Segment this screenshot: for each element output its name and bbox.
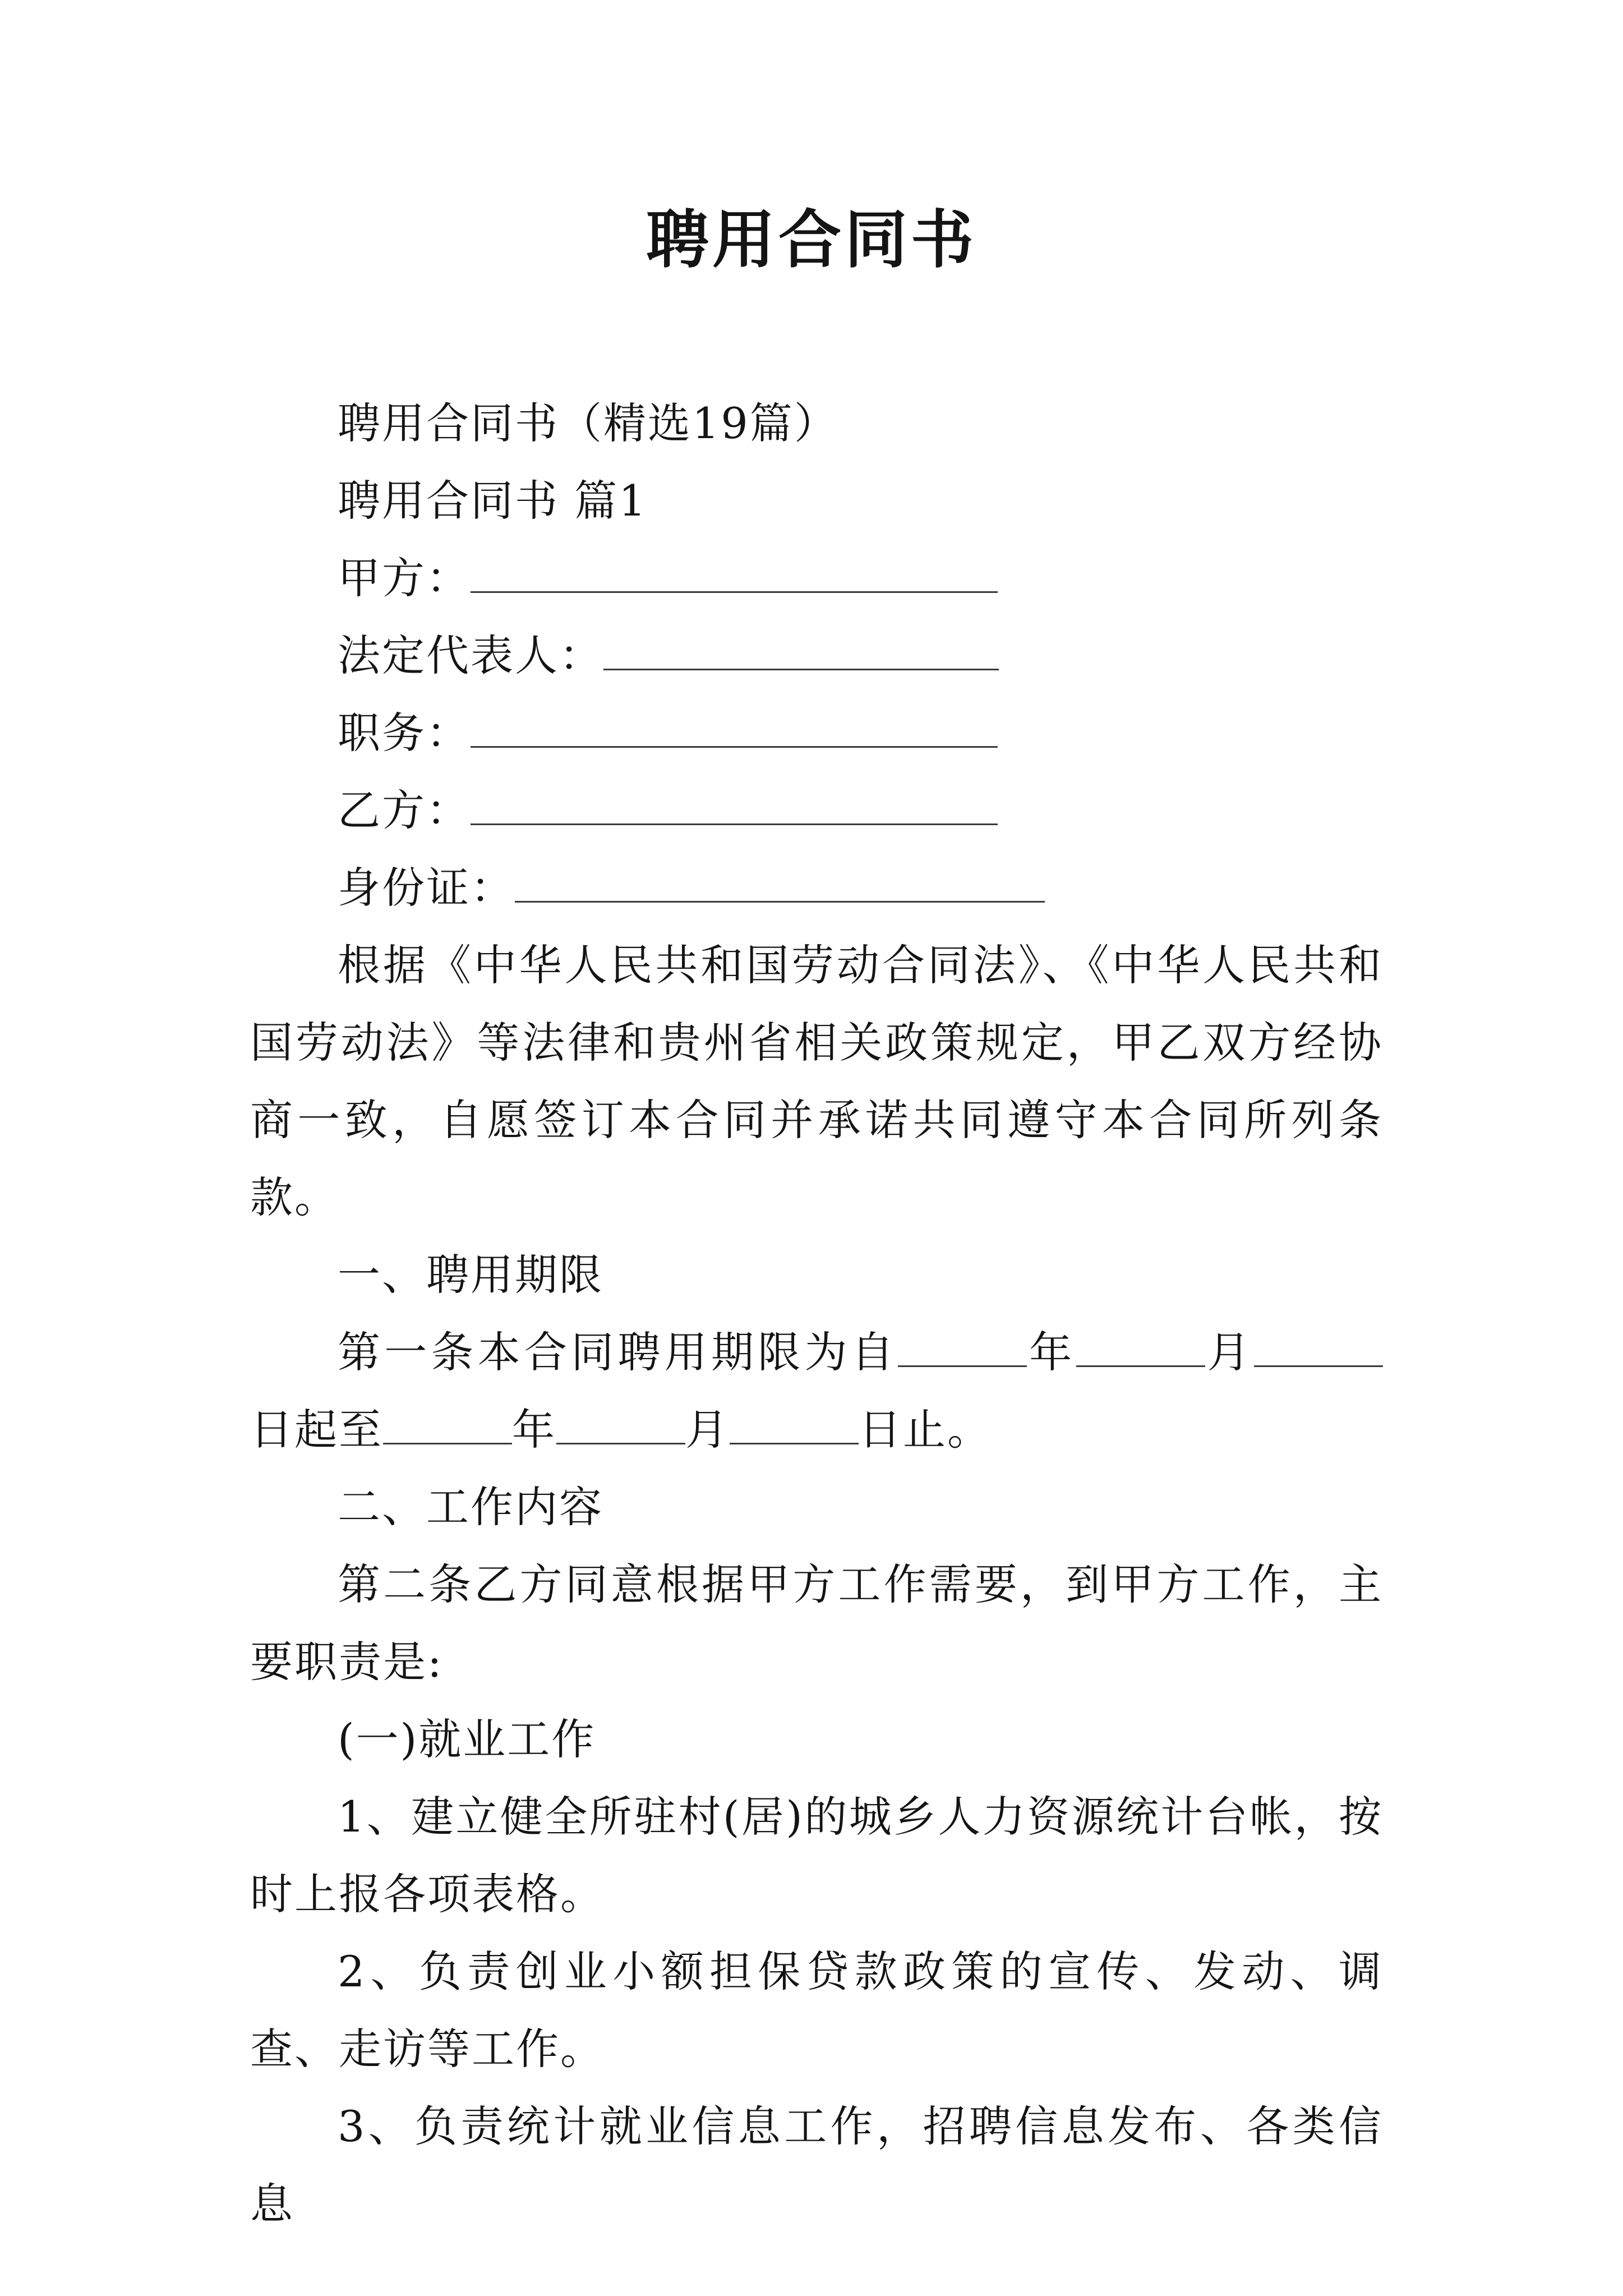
article-1-prefix: 第一条本合同聘用期限为自 [338,1327,898,1377]
party-b-field [250,772,1383,849]
intro-paragraph: 根据《中华人民共和国劳动合同法》、《中华人民共和国劳动法》等法律和贵州省相关政策规定，甲乙双方经协商一致，自愿签订本合同并承诺共同遵守本合同所列条款。 [250,940,1383,1222]
end-month-blank [556,1404,685,1444]
item-1-paragraph: 1、建立健全所驻村(居)的城乡人力资源统计台帐，按时上报各项表格。 [250,1792,1383,1919]
legal-rep-blank [603,629,999,670]
article-2-paragraph: 第二条乙方同意根据甲方工作需要，到甲方工作，主要职责是: [250,1559,1383,1687]
article-1-paragraph [250,1314,1383,1469]
id-card-blank [515,862,1045,903]
party-a-label: 甲方： [338,553,471,603]
position-field [250,694,1383,772]
end-year-blank [383,1404,512,1444]
article-1-year2: 年 [512,1405,556,1455]
heading-term: 一、聘用期限 [338,1250,603,1300]
item-3-paragraph: 3、负责统计就业信息工作，招聘信息发布、各类信息 [250,2101,1383,2229]
article-1-end: 日止。 [859,1405,992,1455]
sub-heading-employment: (一)就业工作 [338,1714,596,1764]
article-1-day: 日 [250,1405,294,1455]
start-day-blank [1254,1326,1383,1367]
article-1-month: 月 [1205,1327,1254,1377]
start-year-blank [898,1326,1027,1367]
legal-rep-field [250,617,1383,694]
position-blank [471,707,998,748]
position-label: 职务： [338,708,471,758]
party-b-blank [471,784,998,825]
heading-work-content: 二、工作内容 [338,1482,603,1532]
article-1-year: 年 [1027,1327,1076,1377]
party-a-field [250,540,1383,617]
document-body [250,385,1383,2243]
id-card-label: 身份证： [338,863,515,913]
id-card-field [250,849,1383,927]
legal-rep-label: 法定代表人： [338,631,603,680]
article-1-to: 起至 [294,1405,383,1455]
end-day-blank [730,1404,859,1444]
start-month-blank [1076,1326,1205,1367]
party-a-blank [471,552,998,593]
subtitle: 聘用合同书（精选19篇） [338,398,838,448]
party-b-label: 乙方： [338,785,471,835]
article-1-month2: 月 [685,1405,730,1455]
section-title: 聘用合同书 篇1 [338,476,648,526]
item-2-paragraph: 2、负责创业小额担保贷款政策的宣传、发动、调查、走访等工作。 [250,1947,1383,2074]
document-title: 聘用合同书 [646,203,977,277]
